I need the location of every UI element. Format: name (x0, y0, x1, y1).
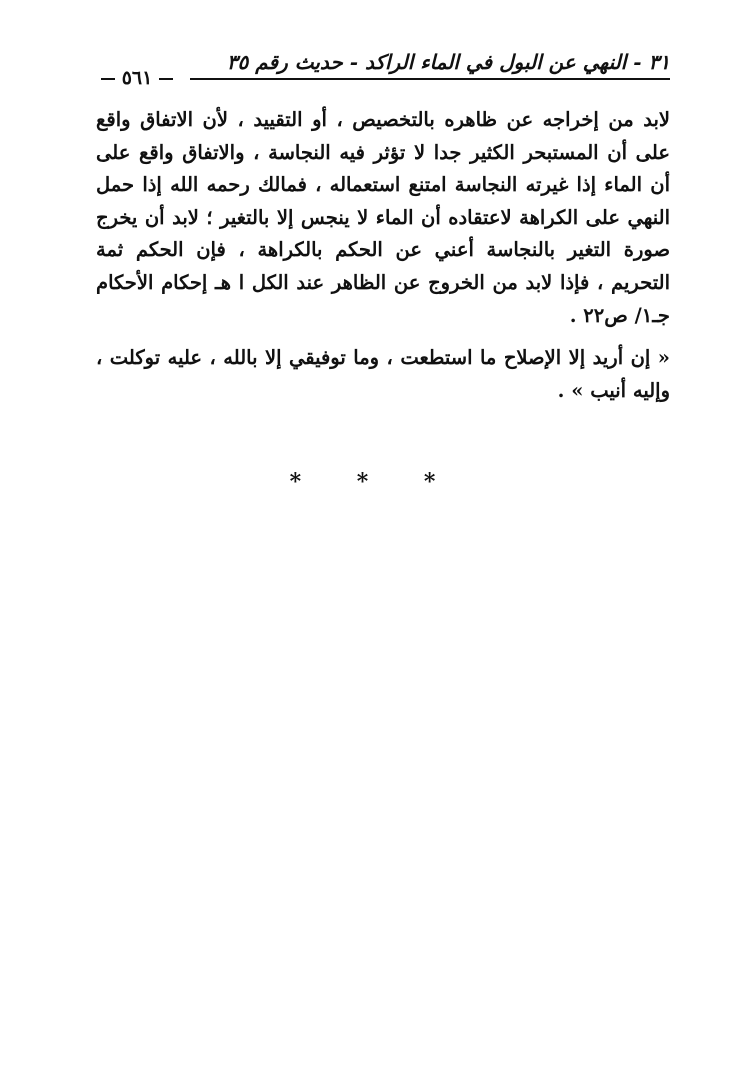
header-rule (190, 78, 670, 80)
page-header (98, 50, 670, 89)
page-number-dash-right (159, 78, 173, 80)
body-text (96, 104, 670, 407)
section-ornament: * * * (289, 469, 460, 495)
page-number: ٥٦١ (121, 67, 153, 89)
closing-quote-paragraph: « إن أريد إلا الإصلاح ما استطعت ، وما توفيقي إلا بالله ، عليه توكلت ، وإليه أنيب » . (96, 346, 670, 402)
paragraph-1: لابد من إخراجه عن ظاهره بالتخصيص ، أو التقييد ، لأن الاتفاق واقع على أن المستبحر الكثير جدا لا تؤثر فيه النجاسة ، والاتفاق واقع على أن الماء إذا غيرته النجاسة امتنع استعماله ، فمالك رحمه الله إذا حمل النهي على الكراهة لاعتقاده أن الماء لا ينجس إلا بالتغير ؛ لابد أن يخرج صورة التغير بالنجاسة أعني عن الحكم بالكراهة ، فإن الحكم ثمة التحريم ، فإذا لابد من الخروج عن الظاهر عند الكل ا هـ إحكام الأحكام جـ١/ ص٢٢ . (96, 108, 670, 327)
page-number-dash-left (101, 78, 115, 80)
running-title: ٣١ - النهي عن البول في الماء الراكد - حديث رقم ٣٥ (226, 50, 670, 74)
page-number-box (98, 66, 176, 90)
